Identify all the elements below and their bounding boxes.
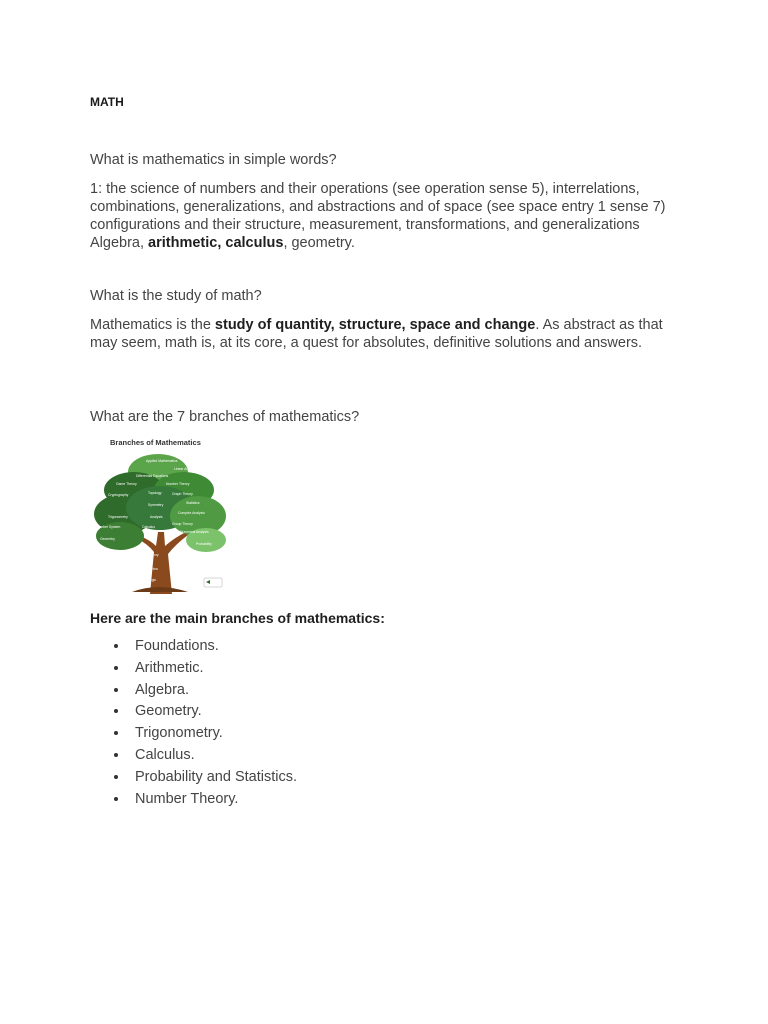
corner-logo-mark	[204, 578, 222, 587]
tree-label: Calculus	[142, 525, 156, 529]
question-2: What is the study of math?	[90, 288, 262, 304]
answer-2-bold: study of quantity, structure, space and change	[214, 317, 536, 333]
list-item: Number Theory.	[90, 789, 297, 811]
tree-label: Group Theory	[172, 522, 193, 526]
tree-label: Statistics	[186, 501, 200, 505]
list-item: Probability and Statistics.	[90, 767, 297, 789]
answer-1-end: , geometry.	[283, 235, 355, 251]
tree-label: Linear Algebra	[174, 467, 196, 471]
branches-tree-image	[88, 432, 230, 594]
tree-label: Algebra	[146, 567, 158, 571]
tree-label: Applied Mathematics	[146, 459, 178, 463]
figure-title: Branches of Mathematics	[110, 438, 201, 447]
tree-trunk	[136, 532, 188, 594]
list-item: Arithmetic.	[90, 658, 297, 680]
answer-2-end: . As abstract as that may seem, math is, at its core, a quest for absolutes, definitive solutions and answers.	[90, 317, 663, 351]
answer-2	[90, 316, 680, 352]
answer-1	[90, 180, 680, 252]
question-3: What are the 7 branches of mathematics?	[90, 409, 360, 425]
list-item: Foundations.	[90, 636, 297, 658]
branches-list	[90, 636, 297, 810]
tree-label: Number Theory	[166, 482, 190, 486]
list-item: Trigonometry.	[90, 723, 297, 745]
tree-roots	[132, 587, 188, 592]
tree-label: Trigonometry	[108, 515, 128, 519]
tree-label: Geometry	[100, 537, 115, 541]
answer-1-bold: arithmetic, calculus	[148, 235, 284, 251]
tree-label: Differential Equations	[136, 474, 169, 478]
tree-label: Cryptography	[108, 493, 129, 497]
tree-label: Topology	[148, 491, 162, 495]
tree-label: Analysis	[150, 515, 163, 519]
tree-label: Graph Theory	[172, 492, 193, 496]
document-title: MATH	[90, 95, 124, 109]
tree-label: Complex Analysis	[178, 511, 205, 515]
tree-label: Probability	[196, 542, 212, 546]
question-1: What is mathematics in simple words?	[90, 152, 337, 168]
answer-1-text: 1: the science of numbers and their operations (see operation sense 5), interrelations, combinations, generalizations, and abstractions and of space (see space entry 1 sense 7) configurations and their structure, measurement, transformations, and generalizations Algebra,	[90, 181, 666, 251]
tree-label: Game Theory	[116, 482, 137, 486]
list-item: Geometry.	[90, 701, 297, 723]
list-item: Algebra.	[90, 680, 297, 702]
list-item: Calculus.	[90, 745, 297, 767]
answer-2-text: Mathematics is the	[90, 317, 215, 333]
tree-label: Number System	[96, 525, 121, 529]
tree-label: Numerical Analysis	[180, 530, 209, 534]
branches-heading: Here are the main branches of mathematics:	[90, 610, 385, 626]
tree-label: Symmetry	[148, 503, 164, 507]
tree-label: Set Theory	[142, 553, 159, 557]
tree-label: Logic	[148, 578, 157, 582]
